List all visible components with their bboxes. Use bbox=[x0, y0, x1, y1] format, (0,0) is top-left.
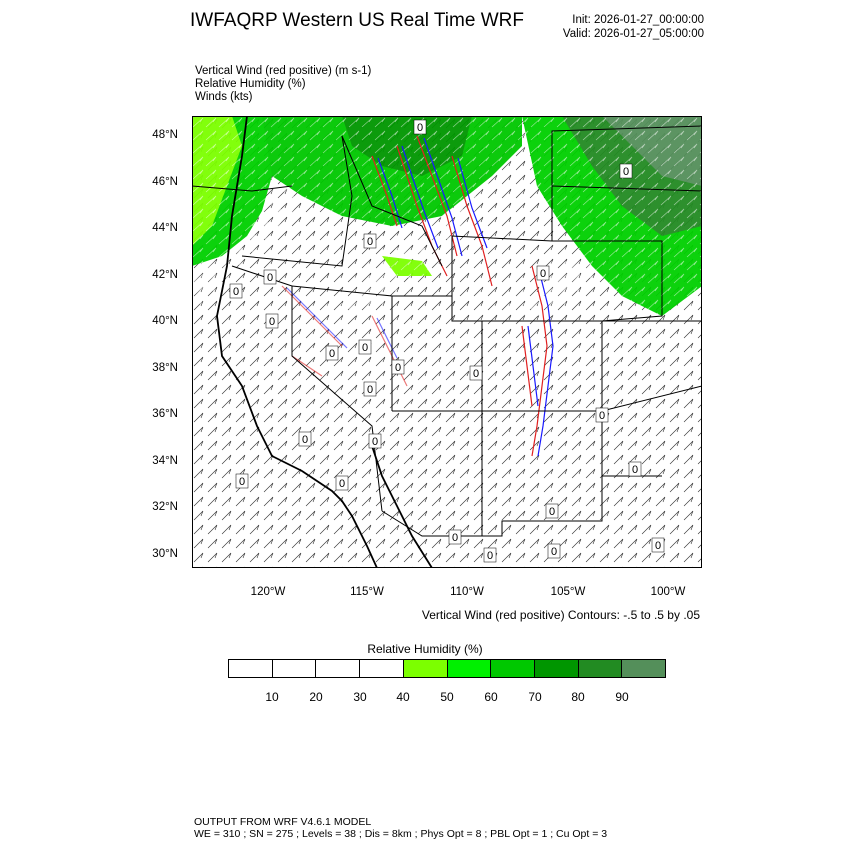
contour-label bbox=[359, 340, 371, 354]
svg-text:0: 0 bbox=[654, 540, 662, 552]
colorbar-tick: 40 bbox=[396, 690, 410, 704]
contour-label bbox=[336, 476, 348, 490]
contour-note: Vertical Wind (red positive) Contours: -.5 to .5 by .05 bbox=[421, 608, 700, 622]
colorbar-tick: 80 bbox=[571, 690, 585, 704]
init-time: Init: 2026-01-27_00:00:00 bbox=[572, 14, 704, 26]
field-relative-humidity: Relative Humidity (%) bbox=[195, 78, 306, 90]
contour-label bbox=[484, 548, 496, 562]
svg-text:0: 0 bbox=[631, 464, 639, 476]
colorbar-tick: 30 bbox=[353, 690, 367, 704]
svg-text:0: 0 bbox=[550, 546, 558, 558]
colorbar-cell bbox=[360, 660, 404, 677]
contour-label bbox=[596, 408, 608, 422]
colorbar-cell bbox=[579, 660, 623, 677]
svg-text:0: 0 bbox=[472, 368, 480, 380]
lat-label-40n: 40°N bbox=[152, 315, 178, 327]
svg-text:0: 0 bbox=[338, 478, 346, 490]
wrf-map bbox=[192, 116, 702, 568]
contour-label bbox=[537, 266, 549, 280]
lat-label-38n: 38°N bbox=[152, 362, 178, 374]
svg-text:0: 0 bbox=[451, 532, 459, 544]
svg-text:0: 0 bbox=[238, 476, 246, 488]
contour-label bbox=[230, 284, 242, 298]
contour-label bbox=[620, 164, 632, 178]
lon-label-115w: 115°W bbox=[350, 586, 384, 598]
svg-text:0: 0 bbox=[622, 166, 630, 178]
colorbar-tick: 70 bbox=[528, 690, 542, 704]
colorbar-cell bbox=[448, 660, 492, 677]
colorbar-cell bbox=[229, 660, 273, 677]
svg-text:0: 0 bbox=[266, 272, 274, 284]
svg-text:0: 0 bbox=[539, 268, 547, 280]
contour-label bbox=[546, 504, 558, 518]
colorbar bbox=[228, 659, 666, 678]
contour-label bbox=[548, 544, 560, 558]
svg-text:0: 0 bbox=[486, 550, 494, 562]
field-winds: Winds (kts) bbox=[195, 91, 253, 103]
colorbar-cell bbox=[622, 660, 665, 677]
lat-label-46n: 46°N bbox=[152, 176, 178, 188]
contour-label bbox=[326, 346, 338, 360]
lon-label-100w: 100°W bbox=[650, 586, 686, 598]
colorbar-cell bbox=[273, 660, 317, 677]
colorbar-cell bbox=[491, 660, 535, 677]
contour-label bbox=[629, 462, 641, 476]
lon-label-120w: 120°W bbox=[250, 586, 286, 598]
lon-label-110w: 110°W bbox=[450, 586, 484, 598]
lat-label-44n: 44°N bbox=[152, 222, 178, 234]
contour-label bbox=[264, 270, 276, 284]
svg-text:0: 0 bbox=[361, 342, 369, 354]
colorbar-tick: 10 bbox=[265, 690, 279, 704]
footer-config-line: WE = 310 ; SN = 275 ; Levels = 38 ; Dis = 8km ; Phys Opt = 8 ; PBL Opt = 1 ; Cu Opt = 3 bbox=[194, 828, 608, 840]
lat-label-48n: 48°N bbox=[152, 129, 178, 141]
lat-label-34n: 34°N bbox=[152, 455, 178, 467]
contour-label bbox=[369, 434, 381, 448]
svg-text:0: 0 bbox=[598, 410, 606, 422]
contour-label bbox=[364, 382, 376, 396]
colorbar-cell bbox=[404, 660, 448, 677]
svg-text:0: 0 bbox=[268, 316, 276, 328]
svg-text:0: 0 bbox=[548, 506, 556, 518]
contour-label bbox=[392, 360, 404, 374]
svg-text:0: 0 bbox=[416, 122, 424, 134]
svg-text:0: 0 bbox=[394, 362, 402, 374]
footer-model-line: OUTPUT FROM WRF V4.6.1 MODEL bbox=[194, 816, 372, 828]
lon-label-105w: 105°W bbox=[550, 586, 586, 598]
valid-time: Valid: 2026-01-27_05:00:00 bbox=[562, 28, 704, 40]
contour-label bbox=[364, 234, 376, 248]
svg-text:0: 0 bbox=[371, 436, 379, 448]
colorbar-tick: 20 bbox=[309, 690, 323, 704]
contour-label bbox=[299, 432, 311, 446]
colorbar-title: Relative Humidity (%) bbox=[367, 642, 483, 656]
lat-label-36n: 36°N bbox=[152, 408, 178, 420]
contour-label bbox=[414, 120, 426, 134]
svg-text:0: 0 bbox=[366, 236, 374, 248]
svg-text:0: 0 bbox=[366, 384, 374, 396]
plot-title: IWFAQRP Western US Real Time WRF bbox=[190, 10, 524, 31]
svg-text:0: 0 bbox=[232, 286, 240, 298]
colorbar-cell bbox=[316, 660, 360, 677]
contour-label bbox=[449, 530, 461, 544]
colorbar-tick: 90 bbox=[615, 690, 629, 704]
lat-label-42n: 42°N bbox=[152, 269, 178, 281]
contour-label bbox=[266, 314, 278, 328]
field-vertical-wind: Vertical Wind (red positive) (m s-1) bbox=[195, 65, 372, 77]
colorbar-tick: 60 bbox=[484, 690, 498, 704]
colorbar-tick: 50 bbox=[440, 690, 454, 704]
contour-label bbox=[470, 366, 482, 380]
lat-label-30n: 30°N bbox=[152, 548, 178, 560]
colorbar-cell bbox=[535, 660, 579, 677]
svg-text:0: 0 bbox=[301, 434, 309, 446]
lat-label-32n: 32°N bbox=[152, 501, 178, 513]
contour-label bbox=[652, 538, 664, 552]
contour-label bbox=[236, 474, 248, 488]
svg-text:0: 0 bbox=[328, 348, 336, 360]
